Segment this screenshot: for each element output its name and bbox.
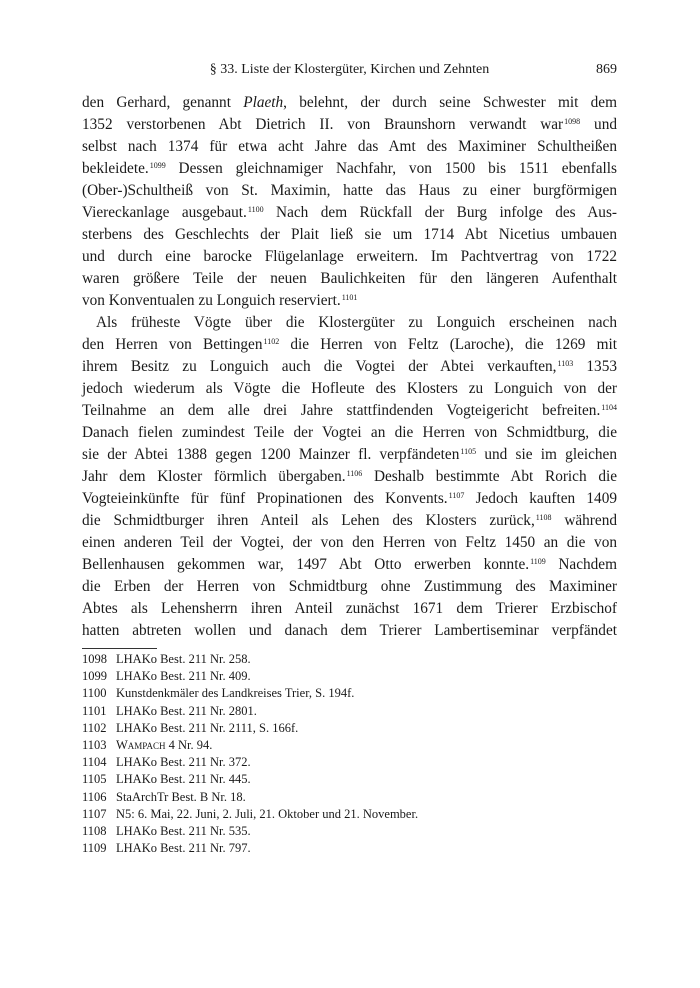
footnote-number: 1102 — [82, 720, 107, 735]
text-line — [82, 92, 617, 114]
small-caps-text: Wampach — [116, 738, 166, 753]
footnote-text — [116, 789, 246, 806]
footnote — [82, 806, 617, 823]
text-segment: waren größere Teile der neuen Baulichkeiten für den längeren Aufenthalt — [82, 270, 617, 287]
text-segment: ihrem Besitz zu Longuich auch die Vogtei der Abtei verkauften, — [82, 358, 557, 375]
text-segment: Vogteieinkünfte für fünf Propinationen des Konvents. — [82, 490, 448, 507]
text-segment: Teilnahme an dem alle drei Jahre stattfindenden Vogteigericht befreiten. — [82, 402, 601, 419]
text-segment: LHAKo Best. 211 Nr. 535. — [116, 824, 251, 839]
text-segment: während — [551, 512, 617, 529]
footnote-number: 1109 — [82, 841, 107, 856]
text-line — [82, 158, 617, 180]
footnote — [82, 720, 617, 737]
text-segment: LHAKo Best. 211 Nr. 2111, S. 166f. — [116, 720, 299, 735]
footnote — [82, 737, 617, 754]
text-segment: 1353 — [573, 358, 617, 375]
text-segment: Viereckanlage ausgebaut. — [82, 204, 247, 221]
footnote-reference: 1101 — [341, 293, 358, 302]
text-line — [82, 246, 617, 268]
text-line — [82, 290, 617, 312]
text-line — [82, 554, 617, 576]
footnote-reference: 1104 — [601, 403, 617, 412]
page-number: 869 — [596, 62, 617, 77]
footnote — [82, 754, 617, 771]
text-segment: LHAKo Best. 211 Nr. 445. — [116, 772, 251, 787]
footnote-reference: 1108 — [535, 513, 552, 522]
footnote-number: 1103 — [82, 738, 107, 753]
footnote-number: 1099 — [82, 669, 107, 684]
text-segment: Deshalb bestimmte Abt Rorich die — [362, 468, 618, 485]
footnote — [82, 703, 617, 720]
text-segment: LHAKo Best. 211 Nr. 258. — [116, 652, 251, 666]
text-segment: Nach dem Rückfall der Burg infolge des Aus- — [263, 204, 617, 221]
text-line — [82, 532, 617, 554]
footnote-number: 1106 — [82, 789, 107, 804]
text-segment: StaArchTr Best. B Nr. 18. — [116, 789, 246, 804]
footnote-reference: 1098 — [564, 117, 581, 126]
text-segment: die Erben der Herren von Schmidtburg ohne Zustimmung des Maximiner — [82, 578, 617, 595]
text-segment: sie der Abtei 1388 gegen 1200 Mainzer fl. verpfändeten — [82, 446, 460, 463]
text-segment: bekleidete. — [82, 160, 149, 177]
footnote-reference: 1102 — [263, 337, 280, 346]
text-segment: die Schmidtburger ihren Anteil als Lehen des Klosters zurück, — [82, 512, 535, 529]
italic-text: Plaeth — [243, 94, 284, 111]
text-segment: einen anderen Teil der Vogtei, der von den Herren von Feltz 1450 an die von — [82, 534, 617, 551]
footnote — [82, 789, 617, 806]
text-segment: von Konventualen zu Longuich reserviert. — [82, 292, 341, 309]
text-segment: N5: 6. Mai, 22. Juni, 2. Juli, 21. Oktober und 21. November. — [116, 806, 419, 821]
footnote-text — [116, 703, 257, 720]
text-segment: die Herren von Feltz (Laroche), die 1269 mit — [279, 336, 617, 353]
footnote-number: 1104 — [82, 755, 107, 770]
text-segment: sterbens des Geschlechts der Plait ließ sie um 1714 Abt Nicetius umbauen — [82, 226, 617, 243]
text-segment: LHAKo Best. 211 Nr. 409. — [116, 669, 251, 684]
footnote-text — [116, 651, 251, 668]
text-line — [82, 598, 617, 620]
text-segment: Bellenhausen gekommen war, 1497 Abt Otto erwerben konnte. — [82, 556, 530, 573]
text-segment: LHAKo Best. 211 Nr. 2801. — [116, 703, 257, 718]
main-text — [82, 92, 617, 642]
footnote-number: 1098 — [82, 652, 107, 666]
footnote-separator — [82, 648, 157, 649]
text-line — [82, 180, 617, 202]
footnote — [82, 651, 617, 668]
text-segment: 4 Nr. 94. — [165, 738, 213, 753]
text-line — [82, 466, 617, 488]
footnote-list — [82, 651, 617, 857]
text-segment: LHAKo Best. 211 Nr. 372. — [116, 755, 251, 770]
running-header — [82, 62, 617, 82]
text-line — [82, 422, 617, 444]
text-segment: Dessen gleichnamiger Nachfahr, von 1500 bis 1511 ebenfalls — [165, 160, 617, 177]
text-line — [82, 114, 617, 136]
footnote-text — [116, 840, 251, 857]
footnote-text — [116, 737, 212, 754]
footnote — [82, 668, 617, 685]
running-title: § 33. Liste der Klostergüter, Kirchen und Zehnten — [209, 62, 490, 77]
text-segment: Als früheste Vögte über die Klostergüter zu Longuich erscheinen nach — [96, 314, 617, 331]
text-line — [82, 356, 617, 378]
text-segment: Jedoch kauften 1409 — [464, 490, 617, 507]
text-line — [82, 378, 617, 400]
footnote-reference: 1103 — [557, 359, 574, 368]
text-segment: Nachdem — [545, 556, 617, 573]
footnote — [82, 823, 617, 840]
text-line — [82, 136, 617, 158]
text-line — [82, 576, 617, 598]
text-segment: und durch eine barocke Flügelanlage erweitern. Im Pachtvertrag von 1722 — [82, 248, 617, 265]
text-segment: den Herren von Bettingen — [82, 336, 263, 353]
text-line — [82, 312, 617, 334]
footnote-number: 1108 — [82, 824, 107, 839]
text-segment: (Ober-)Schultheiß von St. Maximin, hatte das Haus zu einer burgförmigen — [82, 182, 617, 199]
footnote-reference: 1107 — [448, 491, 465, 500]
footnote-text — [116, 685, 354, 702]
text-segment: und — [580, 116, 617, 133]
footnote-reference: 1109 — [530, 557, 546, 566]
footnote-text — [116, 754, 251, 771]
text-segment: LHAKo Best. 211 Nr. 797. — [116, 841, 251, 856]
text-segment: den Gerhard, genannt — [82, 94, 244, 111]
footnote-number: 1100 — [82, 686, 107, 701]
text-line — [82, 268, 617, 290]
text-line — [82, 400, 617, 422]
text-line — [82, 224, 617, 246]
footnote-reference: 1105 — [460, 447, 477, 456]
footnote-reference: 1106 — [346, 469, 363, 478]
footnote-reference: 1100 — [247, 205, 264, 214]
text-segment: , belehnt, der durch seine Schwester mit dem — [283, 94, 618, 111]
footnote-number: 1107 — [82, 806, 107, 821]
text-segment: und sie im gleichen — [476, 446, 617, 463]
text-line — [82, 510, 617, 532]
footnote-reference: 1099 — [149, 161, 166, 170]
text-line — [82, 444, 617, 466]
footnote — [82, 771, 617, 788]
footnote — [82, 685, 617, 702]
text-segment: 1352 verstorbenen Abt Dietrich II. von Braunshorn verwandt war — [82, 116, 564, 133]
text-line — [82, 620, 617, 642]
footnote — [82, 840, 617, 857]
text-segment: hatten abtreten wollen und danach dem Trierer Lambertiseminar verpfändet — [82, 622, 617, 639]
footnote-text — [116, 668, 251, 685]
text-segment: Jahr dem Kloster förmlich übergaben. — [82, 468, 346, 485]
footnote-text — [116, 806, 418, 823]
text-segment: jedoch wiederum als Vögte die Hofleute des Klosters zu Longuich von der — [82, 380, 617, 397]
footnote-text — [116, 771, 251, 788]
text-segment: selbst nach 1374 für etwa acht Jahre das Amt des Maximiner Schultheißen — [82, 138, 617, 155]
footnote-text — [116, 823, 251, 840]
text-segment: Abtes als Lehensherrn ihren Anteil zunächst 1671 dem Trierer Erzbischof — [82, 600, 617, 617]
text-segment: Danach fielen zumindest Teile der Vogtei an die Herren von Schmidtburg, die — [82, 424, 617, 441]
text-segment: Kunstdenkmäler des Landkreises Trier, S. 194f. — [116, 686, 355, 701]
footnote-text — [116, 720, 298, 737]
footnote-number: 1105 — [82, 772, 107, 787]
text-line — [82, 202, 617, 224]
text-line — [82, 488, 617, 510]
footnote-number: 1101 — [82, 703, 107, 718]
text-line — [82, 334, 617, 356]
